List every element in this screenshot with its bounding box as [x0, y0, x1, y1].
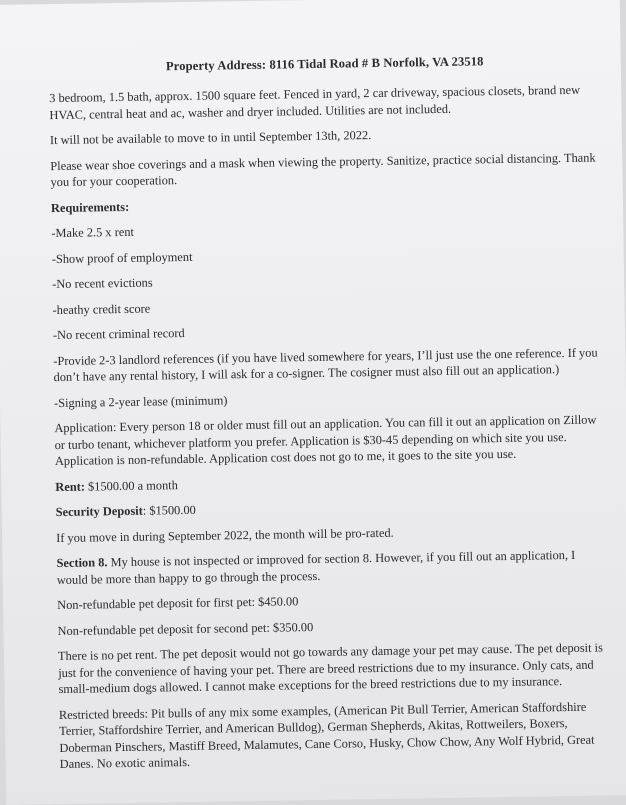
pet-policy: There is no pet rent. The pet deposit would not go towards any damage your pet may cause. The pet deposit is just for the convenience of having your pet. There are breed restrictions due to my insurance. Only cats, and small-medium dogs allowed. I cannot make exceptions for the breed restrictions due to my insurance.: [57, 640, 603, 697]
property-address-title: Property Address: 8116 Tidal Road # B Norfolk, VA 23518: [165, 54, 484, 74]
rent-line: [55, 470, 607, 495]
security-deposit-line: [56, 495, 608, 520]
availability-note: It will not be available to move to in until September 13th, 2022.: [49, 128, 372, 148]
application-info: Application: Every person 18 or older must fill out an application. You can fill it out an application on Zillow or turbo tenant, whichever platform you prefer. Application is $30-45 depending on which site you use. Application is non-refundable. Application cost does not go to me, it goes to the site you use.: [54, 412, 597, 469]
rent-label: Rent:: [55, 479, 86, 494]
property-description: 3 bedroom, 1.5 bath, approx. 1500 square feet. Fenced in yard, 2 car driveway, spacious closets, brand new HVAC, central heat and ac, washer and dryer included. Utilities are not included.: [49, 82, 581, 122]
section8-note: [56, 546, 608, 588]
requirement-item: -Signing a 2-year lease (minimum): [53, 392, 228, 410]
pet-deposit-second: Non-refundable pet deposit for second pet: $350.00: [57, 619, 314, 638]
requirement-item: -Provide 2-3 landlord references (if you have lived somewhere for years, I’ll just use the one reference. If you don’t have any rental history, I will ask for a co-signer. The cosigner must also fill out an application.): [53, 345, 598, 385]
requirement-item: -No recent evictions: [52, 275, 153, 292]
restricted-breeds: Restricted breeds: Pit bulls of any mix some examples, (American Pit Bull Terrier, American Staffordshire Terrier, Staffordshire Terrier, and American Bulldog), German Shepherds, Akitas, Rottweilers, Boxers, Doberman Pinschers, Mastiff Breed, Malamutes, Cane Corso, Husky, Chow Chow, Any Wolf Hybrid, Great Danes. No exotic animals.: [58, 699, 595, 772]
viewing-note: Please wear shoe coverings and a mask when viewing the property. Sanitize, practice social distancing. Thank you for your cooperation.: [50, 150, 596, 190]
requirement-item: -Show proof of employment: [51, 249, 193, 266]
requirements-heading: Requirements:: [50, 199, 130, 215]
security-deposit-value: : $1500.00: [142, 502, 196, 518]
requirement-item: -No recent criminal record: [52, 326, 185, 343]
requirement-item: -Make 2.5 x rent: [51, 224, 135, 241]
section8-label: Section 8.: [56, 555, 108, 571]
prorate-note: If you move in during September 2022, the month will be pro-rated.: [56, 525, 394, 545]
rent-value: $1500.00 a month: [84, 477, 178, 494]
pet-deposit-first: Non-refundable pet deposit for first pet: $450.00: [57, 594, 299, 613]
security-deposit-label: Security Deposit: [55, 503, 143, 520]
section8-text: My house is not inspected or improved for section 8. However, if you fill out an application, I would be more than happy to go through the process.: [56, 547, 576, 587]
requirement-item: -heathy credit score: [52, 301, 151, 317]
